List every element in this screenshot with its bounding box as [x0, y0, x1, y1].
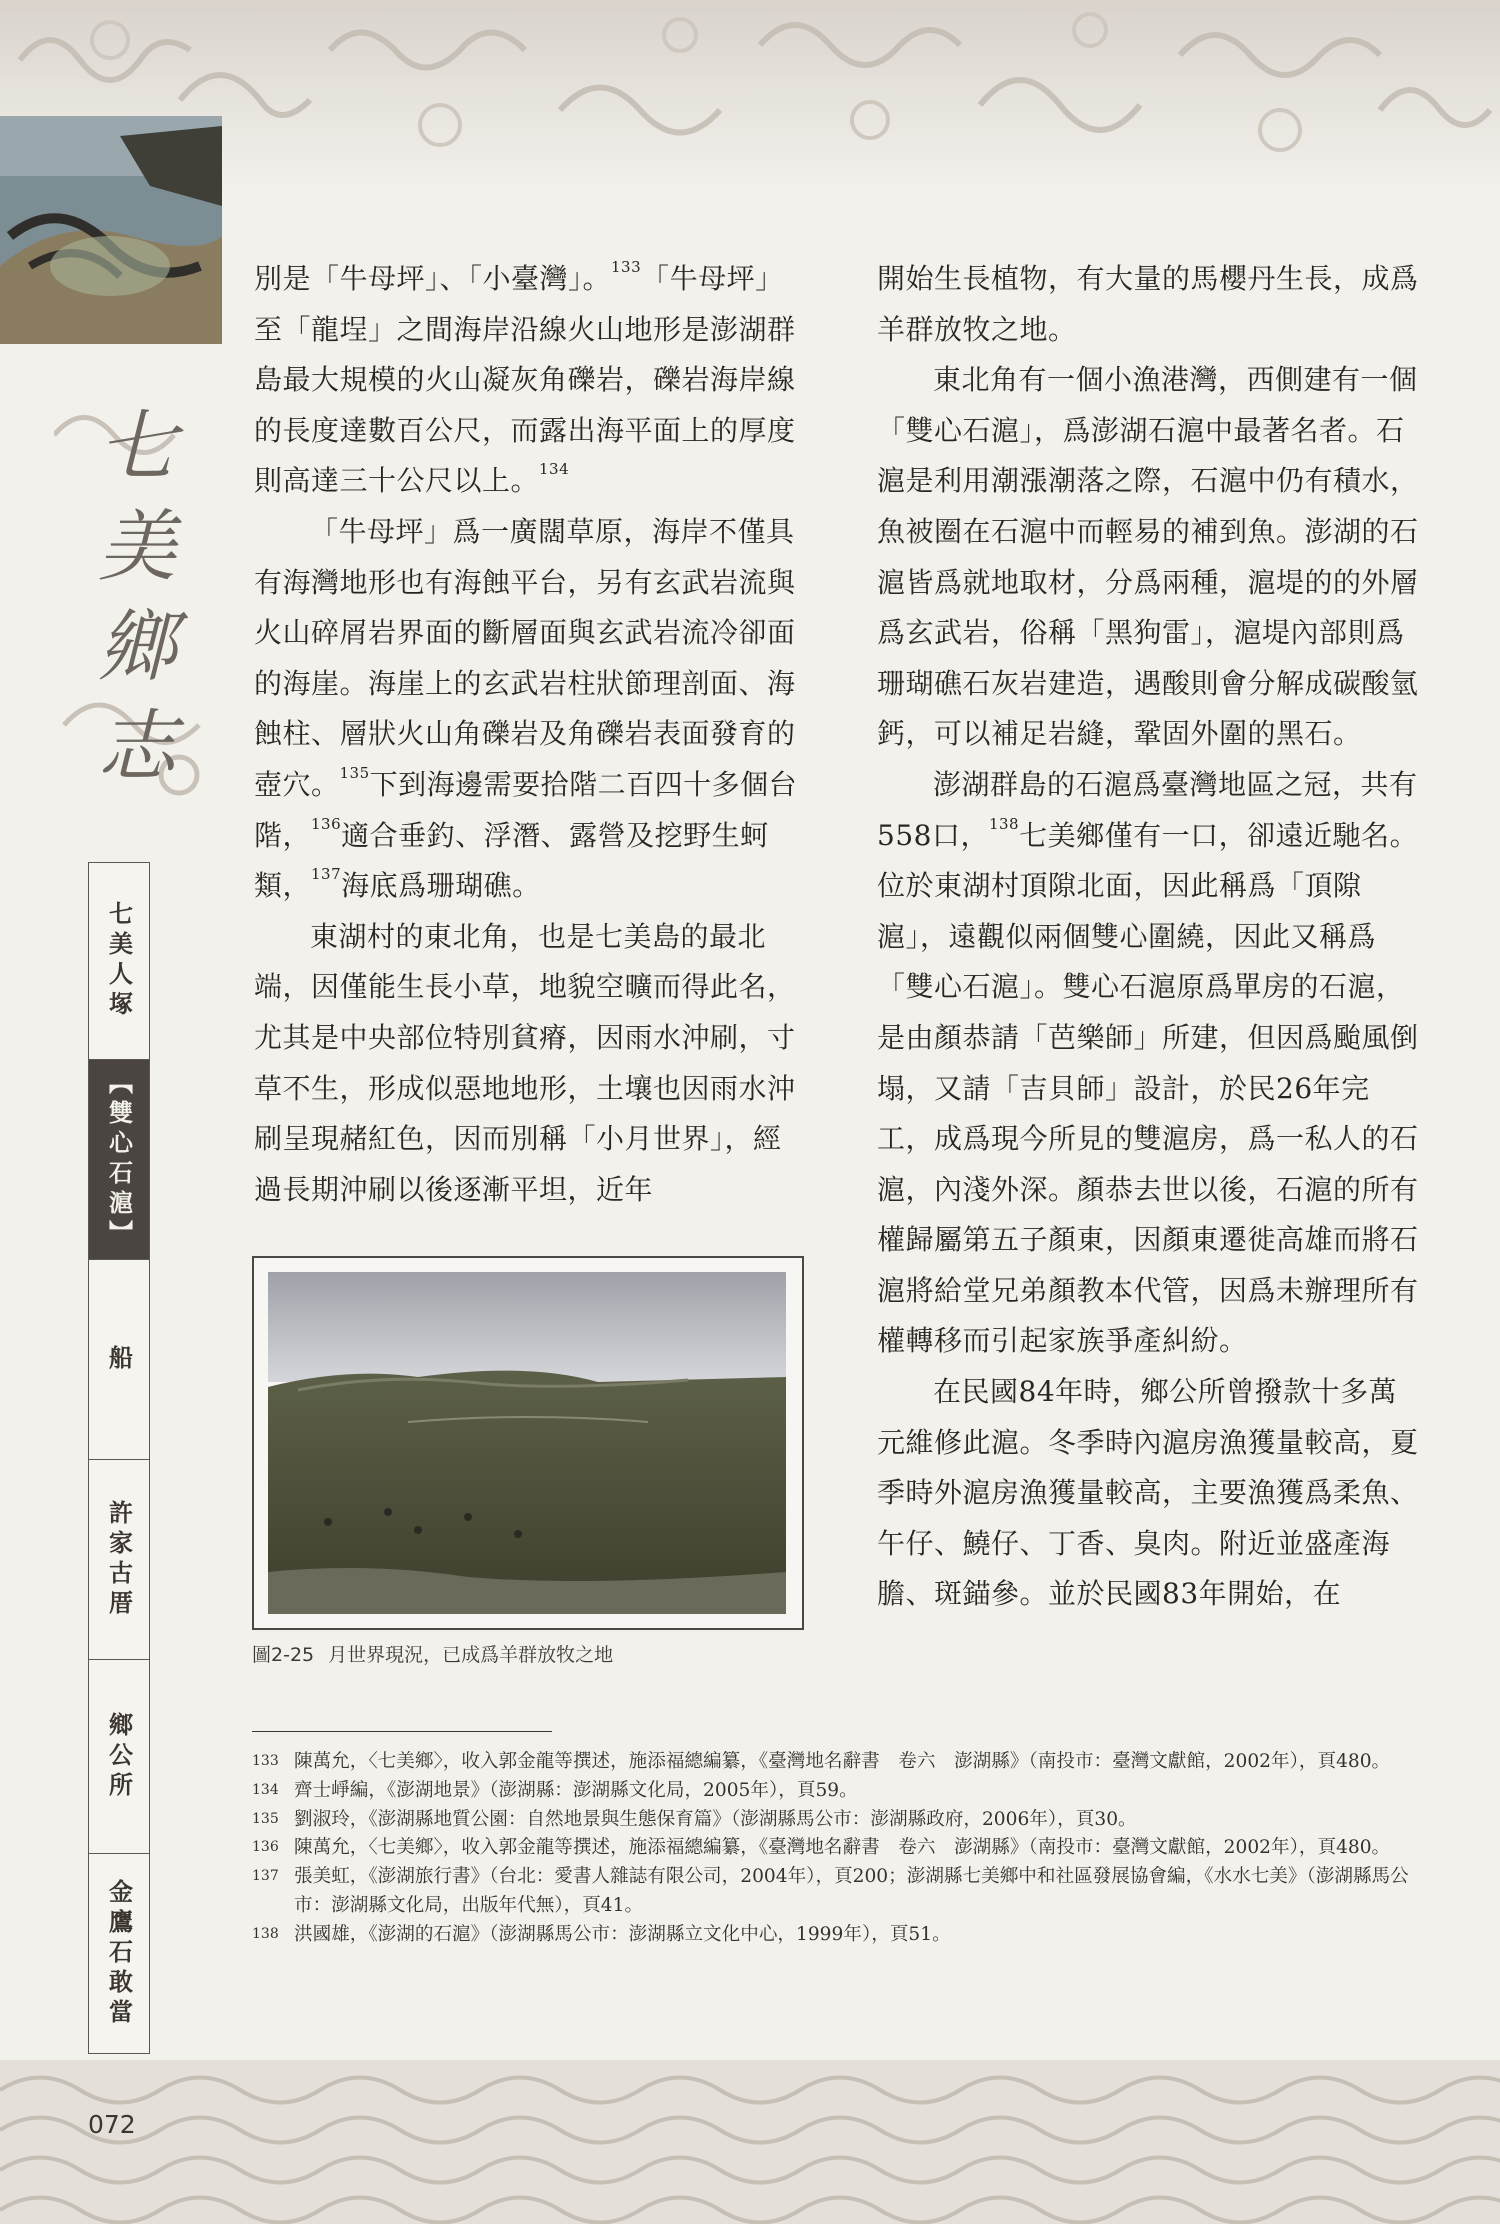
paragraph: 在民國84年時，鄉公所曾撥款十多萬元維修此滬。冬季時內滬房漁獲量較高，夏季時外滬房漁獲量較高，主要漁獲爲柔魚、午仔、鱙仔、丁香、臭肉。附近並盛產海膽、斑錨參。並於民國83年開始，在 — [877, 1375, 1419, 1611]
paragraph: 別是「牛母坪」、「小臺灣」。$^{133}$「牛母坪」至「龍埕」之間海岸沿線火山地形是澎湖群島最大規模的火山凝灰角礫岩，礫岩海岸線的長度達數百公尺，而露出海平面上的厚度則高達三十公尺以上。$^{134}$ — [254, 258, 796, 498]
tab-xu-house[interactable]: 許家古厝 — [89, 1460, 149, 1660]
footnote-ref[interactable]: 133 — [611, 258, 642, 276]
wave-pattern-border — [0, 2060, 1500, 2224]
paragraph: 澎湖群島的石滬爲臺灣地區之冠，共有558口，$^{138}$七美鄉僅有一口，卻遠近馳名。位於東湖村頂隙北面，因此稱爲「頂隙滬」，遠觀似兩個雙心圍繞，因此又稱爲「雙心石滬」。雙心石滬原爲單房的石滬，是由顏恭請「芭樂師」所建，但因爲颱風倒塌，又請「吉貝師」設計，於民26年完工，成爲現今所見的雙滬房，爲一私人的石滬，內淺外深。顏恭去世以後，石滬的所有權歸屬第五子顏東，因顏東遷徙高雄而將石滬將給堂兄弟顏教本代管，因爲未辦理所有權轉移而引起家族爭產糾紛。 — [877, 767, 1419, 1358]
paragraph: 東湖村的東北角，也是七美島的最北端，因僅能生長小草，地貌空曠而得此名，尤其是中央部位特別貧瘠，因雨水沖刷，寸草不生，形成似惡地地形，土壤也因雨水沖刷呈現赭紅色，因而別稱「小月世界」，經過長期沖刷以後逐漸平坦，近年 — [254, 919, 796, 1206]
footnote-item: 137 張美虹，《澎湖旅行書》（台北：愛書人雜誌有限公司，2004年），頁200；澎湖縣七美鄉中和社區發展協會編，《水水七美》（澎湖縣馬公市：澎湖縣文化局，出版年代無），頁41。 — [252, 1866, 1409, 1916]
tab-qimei-tomb[interactable]: 七美人塚 — [89, 863, 149, 1060]
figure-frame — [252, 1256, 804, 1630]
tab-double-heart-weir[interactable]: 【雙心石滬】 — [89, 1060, 149, 1260]
tab-boat[interactable]: 船 — [89, 1260, 149, 1460]
body-column-right — [877, 254, 1425, 1620]
figure-number: 圖2-25 — [252, 1644, 315, 1666]
footnote-ref[interactable]: 135 — [339, 763, 370, 782]
figure-caption-text: 月世界現況，已成爲羊群放牧之地 — [328, 1644, 614, 1666]
stone-weir-photo — [0, 116, 222, 344]
footnote-divider — [252, 1731, 552, 1732]
chapter-tabs — [88, 862, 150, 2054]
footnote-ref[interactable]: 137 — [311, 865, 342, 884]
running-title-text: 七美鄉志 — [85, 405, 175, 805]
footnotes — [252, 1748, 1422, 1950]
footnote-ref[interactable]: 138 — [988, 814, 1020, 833]
cloud-pattern-border — [0, 0, 1500, 190]
paragraph: 東北角有一個小漁港灣，西側建有一個「雙心石滬」，爲澎湖石滬中最著名者。石滬是利用潮漲潮落之際，石滬中仍有積水，魚被圈在石滬中而輕易的補到魚。澎湖的石滬皆爲就地取材，分爲兩種，滬堤的的外層爲玄武岩，俗稱「黑狗雷」，滬堤內部則爲珊瑚礁石灰岩建造，遇酸則會分解成碳酸氫鈣，可以補足岩縫，鞏固外圍的黑石。 — [877, 363, 1419, 751]
footnote-ref[interactable]: 134 — [539, 460, 570, 479]
footnote-item: 133 陳萬允，〈七美鄉〉，收入郭金龍等撰述，施添福總編纂，《臺灣地名辭書 卷六 澎湖縣》（南投市：臺灣文獻館，2002年），頁480。 — [252, 1751, 1391, 1772]
footnote-item: 135 劉淑玲，《澎湖縣地質公園：自然地景與生態保育篇》（澎湖縣馬公市：澎湖縣政府，2006年），頁30。 — [252, 1808, 1137, 1830]
running-title — [54, 395, 214, 835]
footnote-ref[interactable]: 136 — [311, 814, 342, 833]
page-number: 072 — [88, 2110, 136, 2139]
tab-township-office[interactable]: 鄉公所 — [89, 1660, 149, 1854]
moon-world-photo — [268, 1272, 786, 1614]
tab-eagle-stone[interactable]: 金鷹石敢當 — [104, 1878, 133, 2029]
figure-caption — [252, 1640, 613, 1667]
paragraph: 開始生長植物，有大量的馬櫻丹生長，成爲羊群放牧之地。 — [877, 262, 1419, 346]
paragraph: 「牛母坪」爲一廣闊草原，海岸不僅具有海灣地形也有海蝕平台，另有玄武岩流與火山碎屑岩界面的斷層面與玄武岩流冷卻面的海崖。海崖上的玄武岩柱狀節理剖面、海蝕柱、層狀火山角礫岩及角礫岩表面發育的壺穴。$^{135}$下到海邊需要拾階二百四十多個台階，$^{136}$適合垂釣、浮潛、露營及挖野生蚵類，$^{137}$海底爲珊瑚礁。 — [254, 514, 798, 903]
footnote-item: 134 齊士崢編，《澎湖地景》（澎湖縣：澎湖縣文化局，2005年），頁59。 — [252, 1779, 858, 1801]
footnote-item: 136 陳萬允，〈七美鄉〉，收入郭金龍等撰述，施添福總編纂，《臺灣地名辭書 卷六 澎湖縣》（南投市：臺灣文獻館，2002年），頁480。 — [252, 1837, 1391, 1859]
footnote-item: 138 洪國雄，《澎湖的石滬》（澎湖縣馬公市：澎湖縣立文化中心，1999年），頁51。 — [252, 1923, 951, 1945]
body-column-left — [254, 254, 802, 1215]
